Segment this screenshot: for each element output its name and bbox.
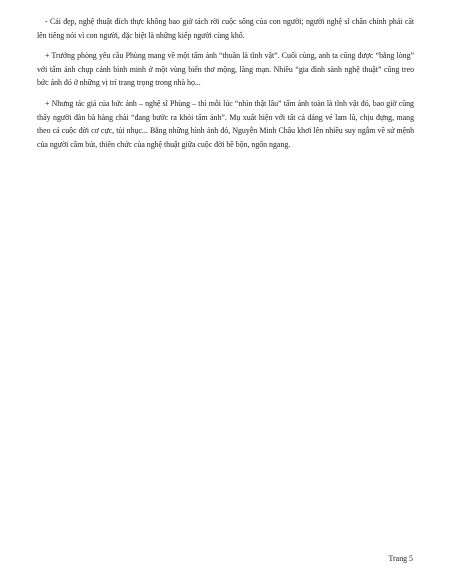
paragraph-manager-request: + Trưởng phòng yêu cầu Phùng mang về một tấm ảnh “thuần là tĩnh vật”. Cuối cùng, anh ta cũng được “bằng lòng” với tấm ảnh chụp cảnh bình minh ở một vùng biển thơ mộng, lãng mạn. Nhiều “gia đình sành nghệ thuật” cũng treo bức ảnh đó ở những vị trí trang trọng trong nhà họ...: [37, 51, 414, 88]
paragraph-artist-reflection: + Nhưng tác giả của bức ảnh – nghệ sĩ Phùng – thì mỗi lúc “nhìn thật lâu” tấm ảnh toàn là tĩnh vật đó, bao giờ cũng thấy người đàn bà hàng chài “đang bước ra khỏi tấm ảnh”. Mụ xuất hiện với tất cả dáng vẻ lam lũ, chịu đựng, mang theo cả cuộc đời cơ cực, tủi nhục... Bằng những hình ảnh đó, Nguyễn Minh Châu khơi lên nhiều suy ngẫm về sứ mệnh của người cầm bút, thiên chức của nghệ thuật giữa cuộc đời bề bộn, ngổn ngang.: [37, 98, 414, 149]
paragraph-art-and-life: - Cái đẹp, nghệ thuật đích thực không bao giờ tách rời cuộc sống của con người; người nghệ sĩ chân chính phải cất lên tiếng nói vì con người, đặc biệt là những kiếp người cùng khổ.: [37, 17, 414, 40]
page-number: Trang 5: [388, 554, 413, 563]
page-body: [37, 15, 414, 158]
